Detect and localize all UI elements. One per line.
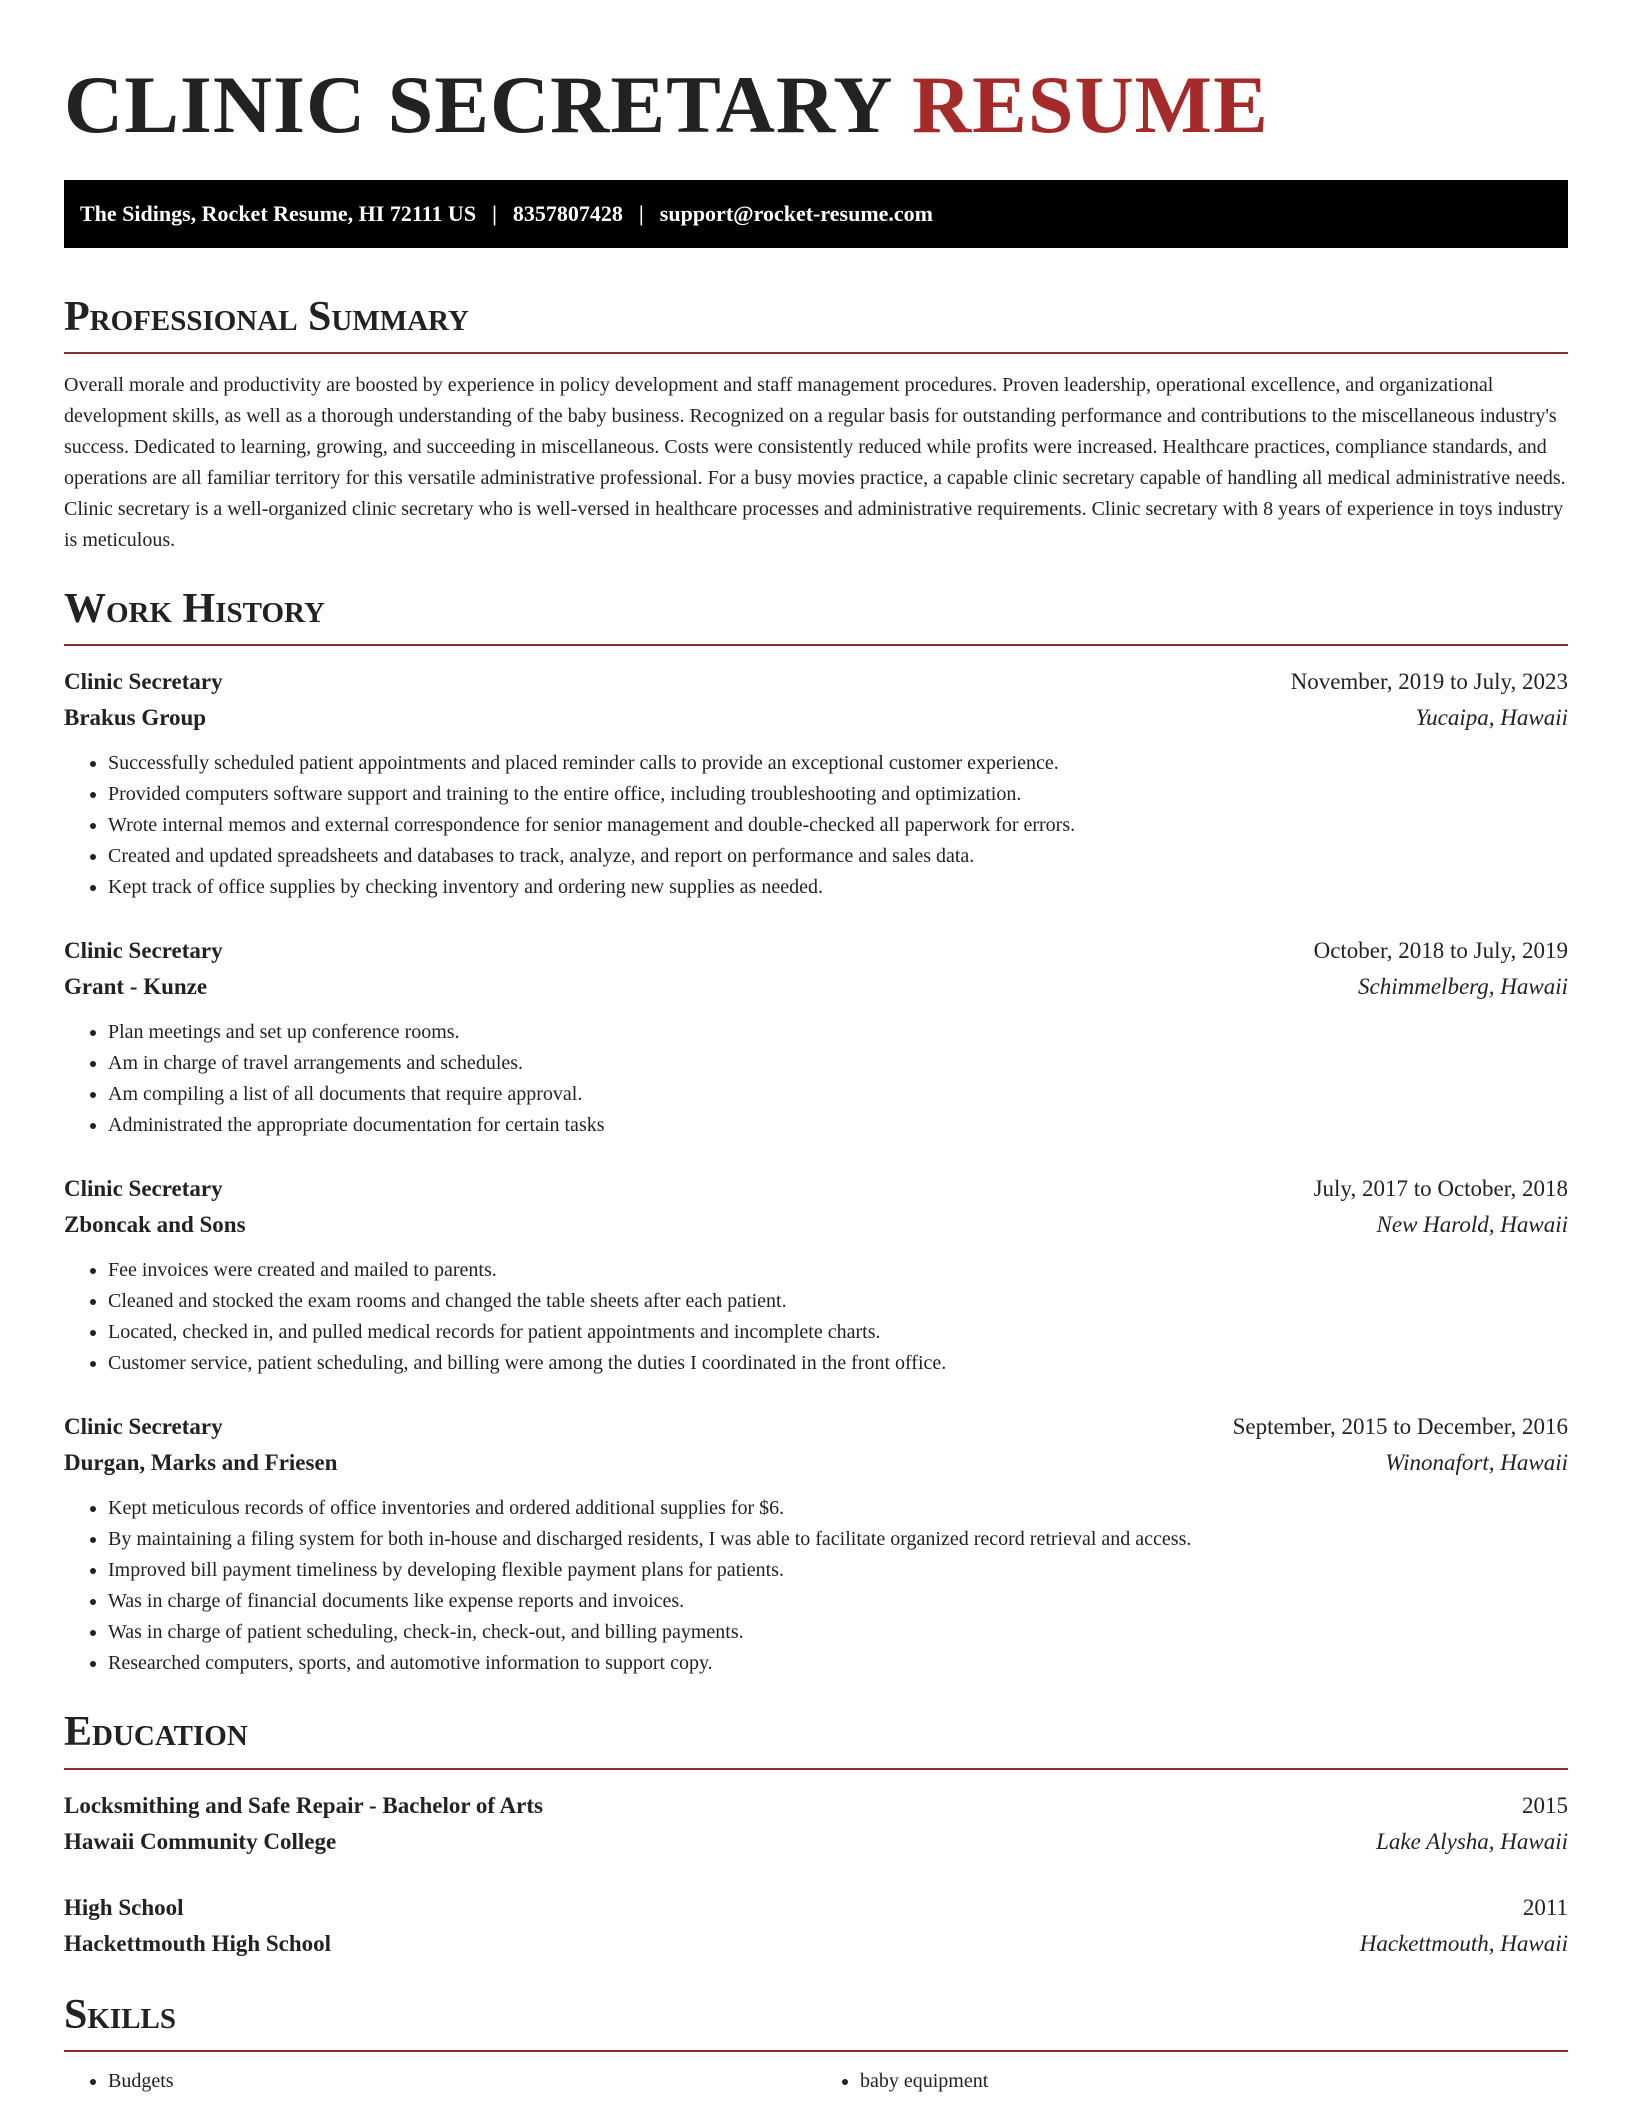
list-item: • Administrated the appropriate documentation for certain tasks xyxy=(108,1110,1568,1141)
list-item: • By maintaining a filing system for both in-house and discharged residents, I was able to facilitate organized record retrieval and access. xyxy=(108,1524,1568,1555)
education-school: Hackettmouth High School xyxy=(64,1930,332,1956)
education-year: 2015 xyxy=(1522,1792,1568,1818)
list-item: • Successfully scheduled patient appointments and placed reminder calls to provide an exceptional customer experience. xyxy=(108,748,1568,779)
education-school: Hawaii Community College xyxy=(64,1828,337,1854)
list-item: • Am compiling a list of all documents that require approval. xyxy=(108,1079,1568,1110)
education-degree-row xyxy=(64,1890,1568,1926)
skills-column-left xyxy=(64,2066,816,2097)
contact-separator: | xyxy=(492,201,497,226)
job-entry xyxy=(64,933,1568,1141)
job-company: Durgan, Marks and Friesen xyxy=(64,1450,338,1476)
job-company-row xyxy=(64,1207,1568,1243)
job-title: Clinic Secretary xyxy=(64,938,223,964)
education-school-row xyxy=(64,1824,1568,1860)
job-company-row xyxy=(64,1445,1568,1481)
list-item: • Researched computers, sports, and automotive information to support copy. xyxy=(108,1648,1568,1679)
resume-title xyxy=(64,59,1568,150)
contact-separator: | xyxy=(638,201,644,226)
job-company-row xyxy=(64,700,1568,736)
list-item: • Budgets xyxy=(108,2066,816,2097)
job-title: Clinic Secretary xyxy=(64,1414,223,1440)
list-item: • Improved bill payment timeliness by developing flexible payment plans for patients. xyxy=(108,1555,1568,1586)
job-title: Clinic Secretary xyxy=(64,1176,223,1202)
education-degree: High School xyxy=(64,1894,184,1920)
job-company: Brakus Group xyxy=(64,705,207,731)
education-location: Lake Alysha, Hawaii xyxy=(1376,1828,1568,1854)
job-company: Zboncak and Sons xyxy=(64,1212,246,1238)
job-location: Winonafort, Hawaii xyxy=(1385,1450,1568,1476)
education-entry xyxy=(64,1788,1568,1860)
list-item: • Plan meetings and set up conference rooms. xyxy=(108,1017,1568,1048)
list-item: • Created and updated spreadsheets and databases to track, analyze, and report on performance and sales data. xyxy=(108,841,1568,872)
job-company-row xyxy=(64,969,1568,1005)
summary-section xyxy=(64,294,1568,556)
education-heading: Education xyxy=(64,1709,1568,1769)
job-company: Grant - Kunze xyxy=(64,974,208,1000)
job-location: Schimmelberg, Hawaii xyxy=(1358,974,1568,1000)
job-entry xyxy=(64,1409,1568,1679)
education-school-row xyxy=(64,1926,1568,1962)
job-dates: September, 2015 to December, 2016 xyxy=(1232,1414,1568,1440)
job-duties xyxy=(64,1493,1568,1679)
list-item: • Am in charge of travel arrangements and schedules. xyxy=(108,1048,1568,1079)
job-header-row xyxy=(64,1409,1568,1445)
job-location: New Harold, Hawaii xyxy=(1376,1212,1568,1238)
job-dates: July, 2017 to October, 2018 xyxy=(1313,1176,1568,1202)
work-history-heading: Work History xyxy=(64,586,1568,646)
contact-phone: 8357807428 xyxy=(512,201,623,226)
job-location: Yucaipa, Hawaii xyxy=(1415,705,1568,731)
education-location: Hackettmouth, Hawaii xyxy=(1359,1930,1568,1956)
title-main: CLINIC SECRETARY xyxy=(64,59,891,150)
job-dates: October, 2018 to July, 2019 xyxy=(1313,938,1568,964)
job-header-row xyxy=(64,664,1568,700)
skills-heading: Skills xyxy=(64,1992,1568,2052)
education-entry xyxy=(64,1890,1568,1962)
job-duties xyxy=(64,1017,1568,1141)
list-item: • baby equipment xyxy=(860,2066,1568,2097)
job-dates: November, 2019 to July, 2023 xyxy=(1290,669,1568,695)
list-item: • Was in charge of financial documents like expense reports and invoices. xyxy=(108,1586,1568,1617)
contact-email: support@rocket-resume.com xyxy=(659,201,933,226)
list-item: • Customer service, patient scheduling, and billing were among the duties I coordinated in the front office. xyxy=(108,1348,1568,1379)
skills-column-right xyxy=(816,2066,1568,2097)
list-item: • Wrote internal memos and external correspondence for senior management and double-checked all paperwork for errors. xyxy=(108,810,1568,841)
job-duties xyxy=(64,1255,1568,1379)
work-history-section xyxy=(64,586,1568,1679)
title-accent: RESUME xyxy=(911,59,1269,150)
list-item: • Cleaned and stocked the exam rooms and changed the table sheets after each patient. xyxy=(108,1286,1568,1317)
job-header-row xyxy=(64,933,1568,969)
education-degree-row xyxy=(64,1788,1568,1824)
list-item: • Located, checked in, and pulled medical records for patient appointments and incomplete charts. xyxy=(108,1317,1568,1348)
skills-list xyxy=(64,2066,1568,2097)
job-title: Clinic Secretary xyxy=(64,669,223,695)
list-item: • Was in charge of patient scheduling, check-in, check-out, and billing payments. xyxy=(108,1617,1568,1648)
list-item: • Fee invoices were created and mailed to parents. xyxy=(108,1255,1568,1286)
list-item: • Provided computers software support and training to the entire office, including troubleshooting and optimization. xyxy=(108,779,1568,810)
summary-heading: Professional Summary xyxy=(64,294,1568,354)
summary-text: Overall morale and productivity are boosted by experience in policy development and staff management procedures. Proven leadership, operational excellence, and organizational development skills, as well as a thorough understanding of the baby business. Recognized on a regular basis for outstanding performance and contributions to the miscellaneous industry's success. Dedicated to learning, growing, and succeeding in miscellaneous. Costs were consistently reduced while profits were increased. Healthcare practices, compliance standards, and operations are all familiar territory for this versatile administrative professional. For a busy movies practice, a capable clinic secretary capable of handling all medical administrative needs. Clinic secretary is a well-organized clinic secretary who is well-versed in healthcare processes and administrative requirements. Clinic secretary with 8 years of experience in toys industry is meticulous. xyxy=(64,374,1566,552)
contact-address: The Sidings, Rocket Resume, HI 72111 US xyxy=(80,201,477,226)
education-section xyxy=(64,1709,1568,1961)
job-entry xyxy=(64,1171,1568,1379)
list-item: • Kept track of office supplies by checking inventory and ordering new supplies as needed. xyxy=(108,872,1568,903)
education-degree: Locksmithing and Safe Repair - Bachelor of Arts xyxy=(64,1792,543,1818)
education-year: 2011 xyxy=(1522,1894,1568,1920)
list-item: • Kept meticulous records of office inventories and ordered additional supplies for $6. xyxy=(108,1493,1568,1524)
skills-section xyxy=(64,1992,1568,2097)
job-duties xyxy=(64,748,1568,903)
contact-bar xyxy=(64,180,1568,248)
job-header-row xyxy=(64,1171,1568,1207)
job-entry xyxy=(64,664,1568,903)
